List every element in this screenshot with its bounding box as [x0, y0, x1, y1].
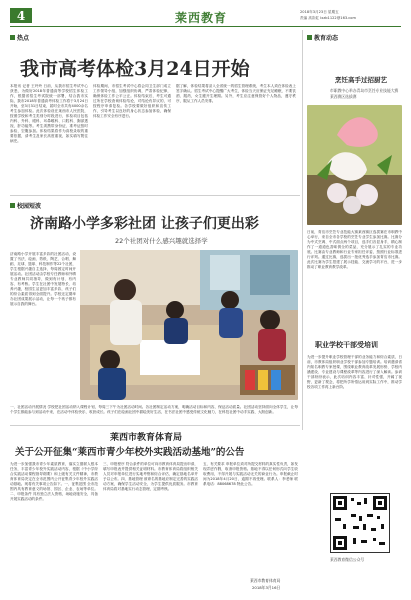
masthead-meta — [300, 16, 356, 21]
notice-col-2: 三、申报程序 符合条件的单位可向市教育体育局提出申请，填写申报表并提供相关证明材料。市教育体育局将组织相关人员对申报单位进行实地考察和综合评估，确定基地名单并予以公布。四、基地管理 被命名的基地应制定完善的实践活动方案，确保学生活动安全，为学生提供优质服务。市教育体育局将对基地实行动态管理，定期考核。 — [103, 462, 198, 491]
exam-col-1: 本报讯 记者 王玲玲 日前，从我市招生考试中心获悉，为做好2018年普通高等学校招生体检工作，根据省招生考试院统一部署，结合我市实际，我市2018年普通高考体检工作将于3月24日开始，至3月31日结束，届时全市共有4000余名考生参加体检。此次体检设在莱西市人民医院，按照学校和考生类别分时段进行，体检项目包括内科、外科、眼科、耳鼻喉科、口腔科、胸部透视、肝功能等。考生须携带身份证、准考证按时参检，空腹参加。体检结果将作为高校录取的重要依据，请考生及家长高度重视，如实填写既往病史。 — [10, 84, 88, 143]
notice-title: 关于公开征集“莱西市青少年校外实践活动基地”的公告 — [15, 447, 245, 458]
cooking-text: 日前，青岛市烹饪专业技能大赛莱西赛区选拔赛在市职教中心举行，来自全市各学校的烹饪专业学生参加比赛。比赛分为中式烹调、中式面点两个项目，选手们各显身手，精心制作了一道道色香味俱全的菜品，充分展示了扎实的专业功底。比赛由专业教师和行业专家担任评委，按照行业标准进行评判。通过比赛，选拔出一批优秀选手参加青岛市比赛。此次比赛为学生搭建了展示技能、交流学习的平台，进一步推动了职业教育教学改革。 — [307, 230, 402, 269]
section-marker-icon — [10, 203, 15, 208]
club-bottom-text: 一、社团活动开展情况 学校把社团活动纳入课程计划，每周三下午为社团活动时间。各社团制定活动方案，明确活动目标和内容，保证活动质量。社团活动坚持面向全体学生，让每个学生都能参与到活动中来，在活动中体验快乐、收获成长。孩子们在绘画社团中描绘美好生活，在书法社团中感受传统文化魅力，在科技社团中动手实践、大胆创新。 — [10, 405, 298, 414]
club-subhead: 22个社团对什么感兴趣就选择学 — [115, 237, 208, 245]
page-number-box — [10, 8, 32, 23]
exam-divider — [10, 195, 300, 196]
cooking-photo — [307, 105, 402, 225]
cooking-caption: 市职教中心举办青岛市烹饪专业技能大赛莱西赛区选拔赛 — [330, 88, 399, 99]
cooking-photo-image — [307, 105, 402, 225]
exam-col-3: 据了解，体检结果将录入全省统一的招生管理系统，考生本人须在体检表上签字确认。招生考试中心提醒广大考生，体检当天应保证充足睡眠，不要饮酒、服药，女生避开生理期。另外，考生应注意保管好个人物品，遵守秩序，服从工作人员安排。 — [176, 84, 296, 103]
classroom-photo — [80, 250, 298, 400]
section-label-news: 教育动态 — [307, 33, 338, 42]
qr-caption: 莱西教育微信公众号 — [330, 557, 365, 562]
training-text: 为进一步提升职业学校管理干部的业务能力和综合素质，日前，市教体局组织职业学校干部参加专题培训。培训邀请省内知名职教专家授课，围绕职业教育改革发展形势、学校内涵建设、专业建设与课程改革等内容进行了深入解读。参训干部纷纷表示，此次培训内容丰富、针对性强，开阔了视野，更新了观念，将把所学所悟运用到实际工作中，推动学校各项工作再上新台阶。 — [307, 355, 402, 389]
notice-signature: 莱西市教育体育局 — [250, 578, 281, 583]
notice-col-3: 五、有关要求 申报单位须对所提交材料的真实性负责，如发现弄虚作假，取消申报资格。基地不得以任何形式向学生收取费用，不得开展与实践活动无关的商业行为。申报截止时间为2018年4月20日，逾期不再受理。联系人：李老师 联系电话：88068678 特此公告。 — [203, 462, 298, 486]
cooking-title: 烹饪高手过招厨艺 — [335, 76, 387, 84]
section-marker-icon — [307, 35, 312, 40]
section-label-campus: 校园短波 — [10, 201, 41, 210]
qr-code-icon — [331, 494, 389, 552]
masthead-title: 莱西教育 — [175, 11, 228, 25]
club-left-text: 济南路小学开展丰富多彩的社团活动，设置了书法、绘画、剪纸、陶艺、合唱、舞蹈、足球、篮球、科技制作等22个社团，学生根据兴趣自主选择，每周固定时间开展活动。社团活动由学校专任教师和外聘专业教师共同指导，做到有计划、有内容、有考核。学生在社团中发展特长、培养兴趣，校园生活更加丰富多彩，孩子们的综合素质得到全面提升。学校还定期举办社团成果展示活动，让每一个孩子都有展示自我的舞台。 — [10, 252, 76, 306]
section-marker-icon — [10, 35, 15, 40]
masthead-editor: 责编 高彩虹 — [300, 16, 321, 20]
exam-headline: 我市高考体检3月24日开始 — [20, 58, 250, 80]
masthead-date: 2018年3月23日 星期五 — [300, 10, 339, 14]
notice-col-1: 为进一步加强我市青少年素质教育，落实立德树人根本任务，丰富青少年校外实践活动内容，根据《中小学综合实践活动课程指导纲要》和上级有关文件精神，市教育体育局决定在全市范围内公开征集青少年校外实践活动基地。现将有关事项公告如下。一、征集范围 全市范围内具有教育意义的场馆、园区、企业、农场等单位。二、申报条件 具有独立法人资格，场地设施安全，具备开展实践活动的条件。 — [10, 462, 98, 501]
notice-date: 2018年3月16日 — [252, 585, 281, 590]
notice-org: 莱西市教育体育局 — [110, 433, 183, 443]
exam-col-2: 体检期间，市招生考试中心将会同卫生部门成立工作领导小组，加强组织协调，严肃体检纪律，确保体检工作公平公正。体检结束后，考生可通过所在学校查询体检结论，对结论有异议的，可按程序申请复检。各学校要做好组织和宣传工作，引导考生以良好的身心状态参加体检，确保体检工作安全有序进行。 — [93, 84, 171, 118]
training-title: 职业学校干部受培训 — [315, 341, 378, 349]
sidebar-divider — [302, 30, 303, 430]
club-headline: 济南路小学多彩社团 让孩子们更出彩 — [30, 216, 259, 232]
qr-code — [330, 493, 390, 553]
masthead-email: lxzb1122@163.com — [320, 16, 356, 20]
page-number: 4 — [16, 8, 26, 23]
section-label-hot: 热点 — [10, 33, 29, 42]
notice-divider — [10, 425, 300, 426]
masthead-rule — [10, 26, 401, 27]
classroom-photo-image — [80, 250, 298, 400]
